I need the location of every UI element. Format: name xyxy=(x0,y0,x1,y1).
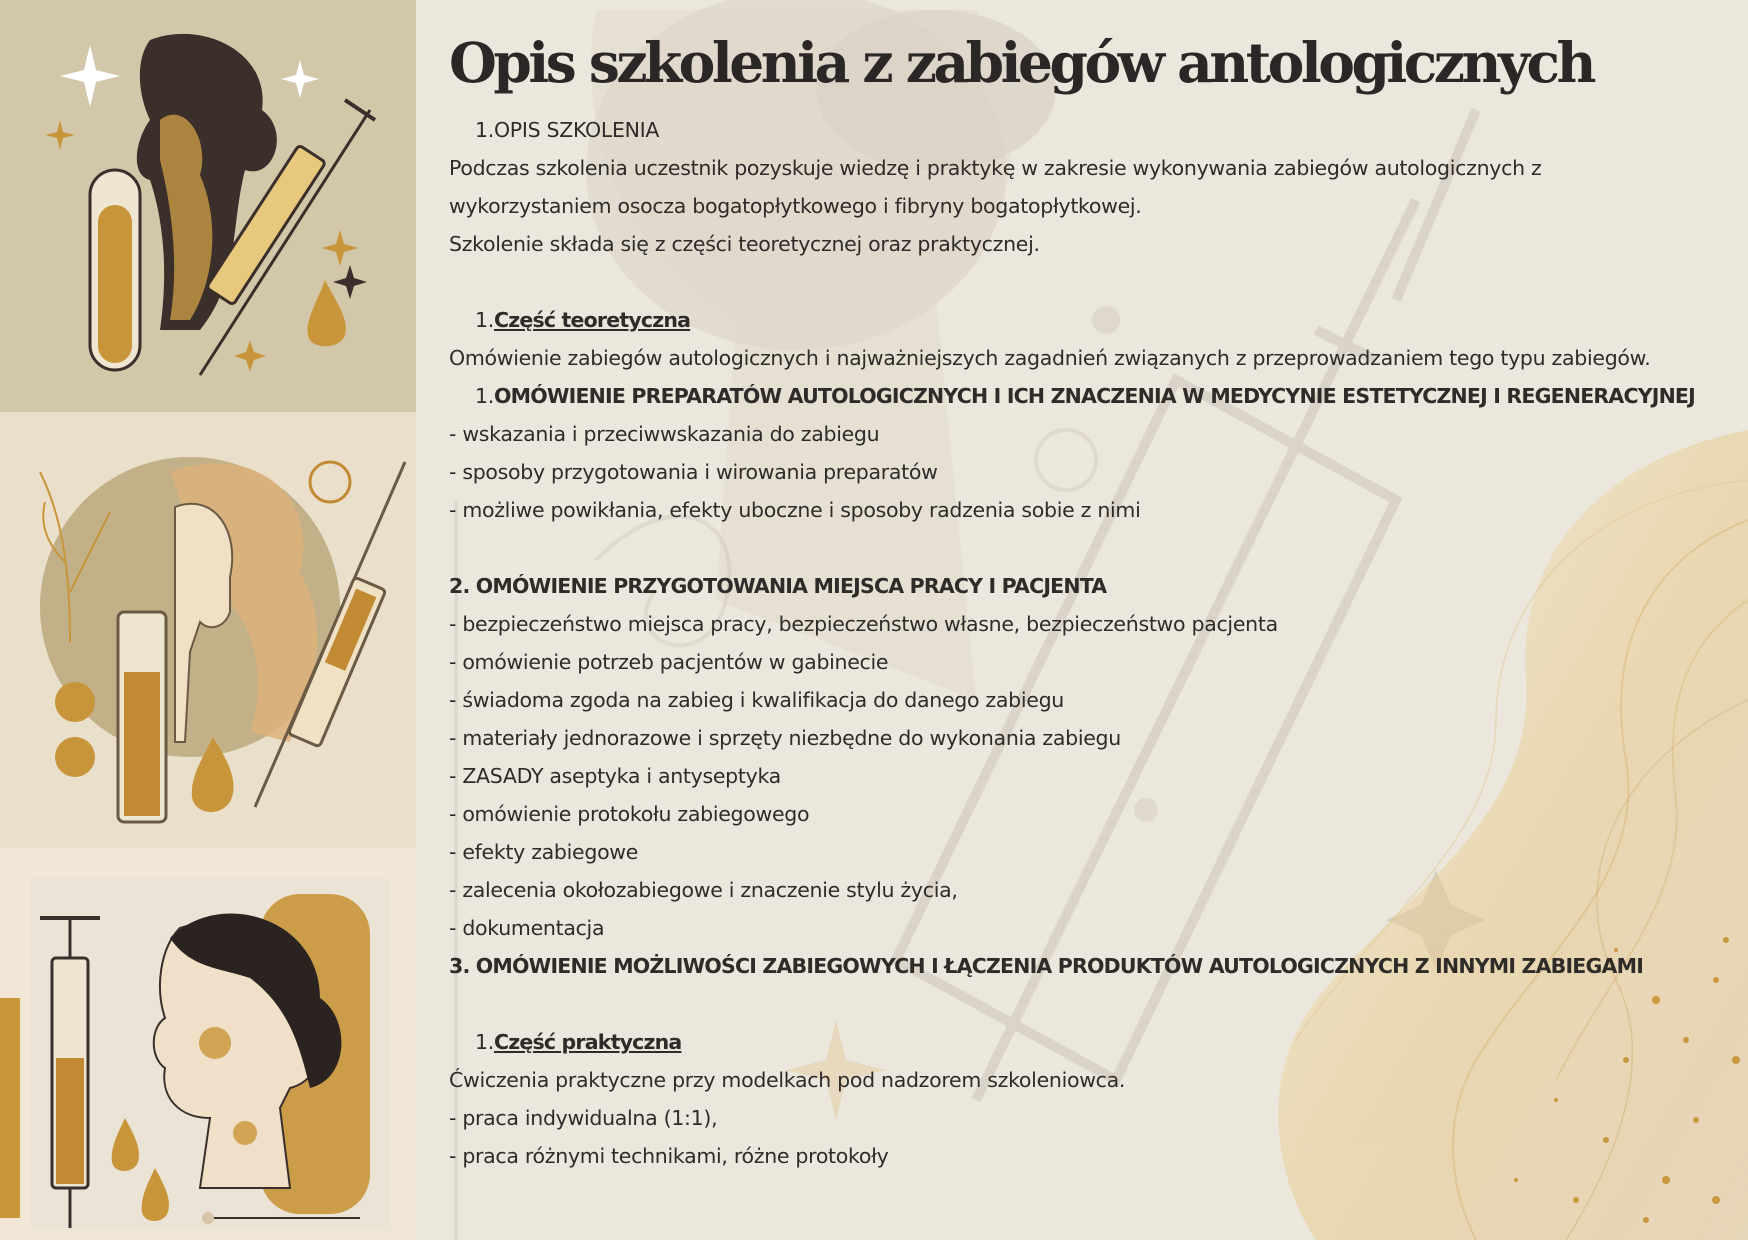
opis-para-line3: Szkolenie składa się z części teoretycznej oraz praktycznej. xyxy=(449,232,1040,256)
opis-para-line2: wykorzystaniem osocza bogatopłytkowego i fibryny bogatopłytkowej. xyxy=(449,194,1142,218)
document-content xyxy=(449,30,1709,1175)
list-item: - praca różnymi technikami, różne protokoły xyxy=(449,1144,889,1168)
list-item: - zalecenia okołozabiegowe i znaczenie stylu życia, xyxy=(449,878,958,902)
list-item: - efekty zabiegowe xyxy=(449,840,639,864)
teoria-sub3-heading: 3. OMÓWIENIE MOŻLIWOŚCI ZABIEGOWYCH I ŁĄCZENIA PRODUKTÓW AUTOLOGICZNYCH Z INNYMI ZABIEGAMI xyxy=(449,954,1644,978)
list-item: - materiały jednorazowe i sprzęty niezbędne do wykonania zabiegu xyxy=(449,726,1121,750)
list-item: - dokumentacja xyxy=(449,916,605,940)
teoria-intro: Omówienie zabiegów autologicznych i najważniejszych zagadnień związanych z przeprowadzaniem tego typu zabiegów. xyxy=(449,346,1651,370)
opis-para-line1: Podczas szkolenia uczestnik pozyskuje wiedzę i praktykę w zakresie wykonywania zabiegów autologicznych z xyxy=(449,156,1542,180)
praktyka-heading: Część praktyczna xyxy=(493,1030,682,1054)
teoria-number: 1. xyxy=(475,308,494,332)
teoria-heading-line xyxy=(449,301,1709,339)
list-item: - sposoby przygotowania i wirowania preparatów xyxy=(449,460,938,484)
list-item: - omówienie potrzeb pacjentów w gabinecie xyxy=(449,650,889,674)
praktyka-number: 1. xyxy=(475,1030,494,1054)
sparkle-icon xyxy=(60,45,120,107)
page-title: Opis szkolenia z zabiegów antologicznych xyxy=(449,30,1593,95)
drop-icon xyxy=(308,280,346,346)
list-item: - omówienie protokołu zabiegowego xyxy=(449,802,810,826)
praktyka-intro: Ćwiczenia praktyczne przy modelkach pod nadzorem szkoleniowca. xyxy=(449,1068,1126,1092)
test-tube-icon xyxy=(90,170,140,370)
teoria-heading: Część teoretyczna xyxy=(493,308,691,332)
list-item: - bezpieczeństwo miejsca pracy, bezpieczeństwo własne, bezpieczeństwo pacjenta xyxy=(449,612,1278,636)
list-item: - możliwe powikłania, efekty uboczne i sposoby radzenia sobie z nimi xyxy=(449,498,1141,522)
list-item: - wskazania i przeciwwskazania do zabiegu xyxy=(449,422,880,446)
illustration-panel-3 xyxy=(0,848,416,1240)
flower-icon xyxy=(199,1027,231,1059)
left-illustrations xyxy=(0,0,416,1240)
list-item: - praca indywidualna (1:1), xyxy=(449,1106,718,1130)
list-item: - ZASADY aseptyka i antyseptyka xyxy=(449,764,781,788)
praktyka-heading-line xyxy=(449,1023,1709,1061)
test-tube-icon xyxy=(118,612,166,822)
teoria-sub2-heading: 2. OMÓWIENIE PRZYGOTOWANIA MIEJSCA PRACY I PACJENTA xyxy=(449,574,1107,598)
teoria-sub1-number: 1. xyxy=(475,384,494,408)
opis-heading: 1.OPIS SZKOLENIA xyxy=(475,118,660,142)
teoria-sub1-heading: OMÓWIENIE PREPARATÓW AUTOLOGICZNYCH I ICH ZNACZENIA W MEDYCYNIE ESTETYCZNEJ I REGENERACYJNEJ xyxy=(493,384,1695,408)
illustration-panel-1 xyxy=(0,0,416,412)
list-item: - świadoma zgoda na zabieg i kwalifikacja do danego zabiegu xyxy=(449,688,1064,712)
illustration-panel-2 xyxy=(0,412,416,848)
teoria-sub1-line xyxy=(449,377,1709,415)
